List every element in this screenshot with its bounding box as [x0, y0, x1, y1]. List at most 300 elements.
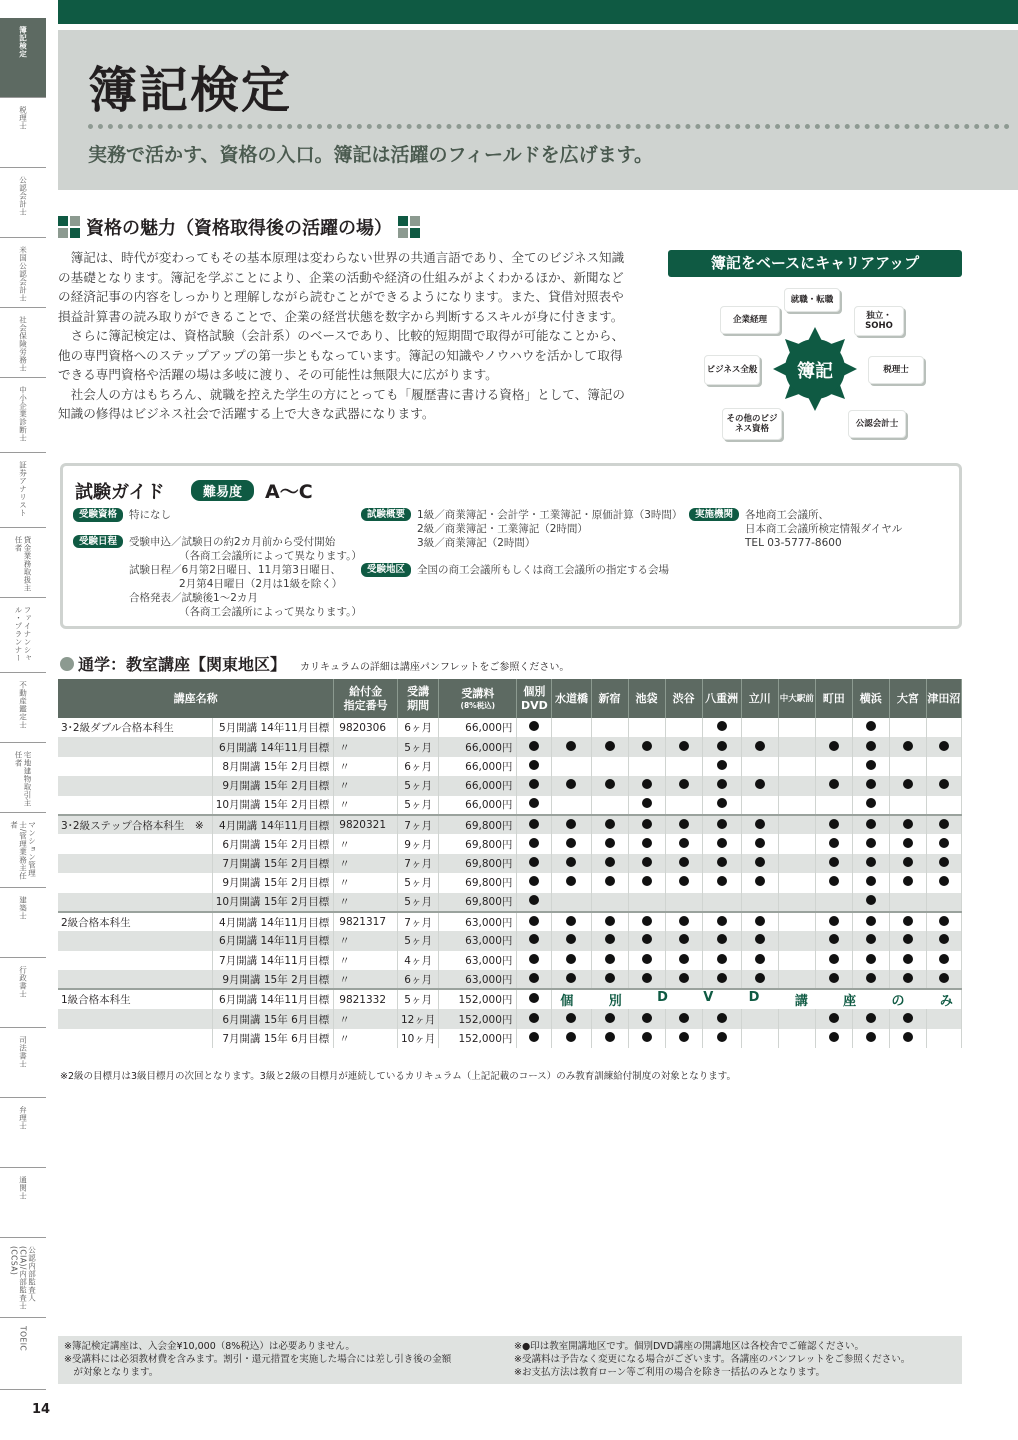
course-start-cell: 7月開講 15年 2月目標	[212, 854, 333, 873]
availability-cell	[665, 1009, 702, 1028]
table-row	[58, 718, 962, 737]
availability-dot	[903, 819, 913, 829]
availability-cell	[778, 796, 815, 815]
course-name-cell	[58, 1029, 212, 1048]
course-start-cell: 6月開講 14年11月目標	[212, 737, 333, 756]
square-bullet-icon	[398, 216, 420, 238]
side-tab[interactable]	[0, 168, 46, 238]
availability-dot	[866, 721, 876, 731]
availability-cell	[815, 854, 852, 873]
eligibility-tag: 受験資格	[73, 508, 123, 522]
table-row	[58, 834, 962, 853]
table-row	[58, 796, 962, 815]
course-fee-cell: 66,000円	[439, 776, 517, 795]
course-fee-cell: 63,000円	[439, 970, 517, 989]
note-line: ※受講料には必須教材費を含みます。割引・還元措置を実施した場合には差し引き後の金額	[64, 1354, 452, 1365]
availability-dot	[529, 916, 539, 926]
availability-dot	[717, 1032, 727, 1042]
availability-cell	[889, 912, 926, 931]
availability-cell	[741, 931, 778, 950]
course-name-cell	[58, 873, 212, 892]
course-name-cell: 1級合格本科生	[58, 989, 212, 1009]
side-tab[interactable]	[0, 888, 46, 958]
availability-dot	[903, 779, 913, 789]
course-code-cell: 〃	[334, 1029, 398, 1048]
availability-cell	[702, 834, 741, 853]
availability-cell	[852, 854, 889, 873]
availability-dot	[566, 876, 576, 886]
schedule-line: （各商工会議所によって異なります。）	[179, 606, 362, 618]
availability-dot	[605, 1013, 615, 1023]
availability-dot	[717, 779, 727, 789]
availability-cell	[628, 834, 665, 853]
availability-cell	[926, 834, 961, 853]
availability-cell	[552, 757, 591, 776]
availability-cell	[741, 796, 778, 815]
availability-dot	[679, 1032, 689, 1042]
course-code-cell: 〃	[334, 970, 398, 989]
area-block	[361, 563, 669, 577]
side-tab-label: 司法書士	[18, 1036, 28, 1068]
table-row	[58, 854, 962, 873]
side-tab[interactable]	[0, 673, 46, 743]
availability-dot	[829, 916, 839, 926]
availability-dot	[866, 1032, 876, 1042]
availability-dot	[829, 857, 839, 867]
course-code-cell: 9821317	[334, 912, 398, 931]
schedule-line: 受験申込／試験日の約2カ月前から受付開始	[129, 536, 336, 548]
availability-dot	[866, 760, 876, 770]
availability-cell	[702, 970, 741, 989]
difficulty-badge: 難易度	[191, 480, 254, 501]
overview-line: 3級／商業簿記（2時間）	[417, 537, 536, 549]
availability-cell	[926, 815, 961, 834]
side-tab-label: 公認内部監査人(CIA)/内部監査士(CCSA)	[9, 1246, 37, 1310]
availability-cell	[702, 718, 741, 737]
course-code-cell: 〃	[334, 757, 398, 776]
side-tab-label: TOEIC	[18, 1326, 28, 1352]
availability-cell	[702, 815, 741, 834]
course-period-cell: 7ヶ月	[398, 912, 439, 931]
availability-dot	[866, 954, 876, 964]
availability-cell	[702, 854, 741, 873]
course-period-cell: 6ヶ月	[398, 970, 439, 989]
availability-dot	[866, 973, 876, 983]
availability-dot	[903, 876, 913, 886]
availability-dot	[679, 819, 689, 829]
availability-dot	[829, 819, 839, 829]
availability-cell	[926, 912, 961, 931]
availability-cell	[889, 951, 926, 970]
availability-dot	[717, 741, 727, 751]
course-period-cell: 5ヶ月	[398, 873, 439, 892]
header-school: 八重洲	[702, 679, 741, 718]
side-tab[interactable]	[0, 1238, 46, 1318]
availability-dot	[605, 916, 615, 926]
availability-dot	[566, 973, 576, 983]
course-period-cell: 5ヶ月	[398, 796, 439, 815]
availability-dot	[717, 798, 727, 808]
availability-dot	[529, 779, 539, 789]
diagram-title: 簿記をベースにキャリアアップ	[668, 250, 962, 277]
availability-cell	[852, 776, 889, 795]
course-code-cell: 〃	[334, 1009, 398, 1028]
availability-cell	[517, 951, 552, 970]
side-tab[interactable]	[0, 743, 46, 813]
availability-dot	[529, 973, 539, 983]
availability-cell	[926, 854, 961, 873]
course-start-cell: 8月開講 15年 2月目標	[212, 757, 333, 776]
side-tab[interactable]	[0, 238, 46, 308]
course-code-cell: 9820321	[334, 815, 398, 834]
course-fee-cell: 152,000円	[439, 1029, 517, 1048]
table-row	[58, 912, 962, 931]
availability-cell	[517, 1029, 552, 1048]
availability-cell	[926, 1009, 961, 1028]
availability-dot	[866, 934, 876, 944]
course-start-cell: 10月開講 15年 2月目標	[212, 796, 333, 815]
availability-cell	[665, 757, 702, 776]
availability-cell	[628, 718, 665, 737]
availability-dot	[566, 838, 576, 848]
availability-cell	[552, 912, 591, 931]
availability-dot	[903, 916, 913, 926]
side-tab[interactable]	[0, 18, 46, 98]
course-code-cell: 〃	[334, 854, 398, 873]
exam-guide-box	[60, 463, 962, 629]
guide-title: 試験ガイド	[75, 482, 165, 503]
availability-cell	[665, 951, 702, 970]
availability-cell	[591, 854, 628, 873]
availability-dot	[679, 779, 689, 789]
header-fee-label: 受講料	[461, 686, 495, 700]
schedule-tag: 受験日程	[73, 535, 123, 548]
availability-dot	[717, 954, 727, 964]
page-subtitle: 実務で活かす、資格の入口。簿記は活躍のフィールドを広げます。	[88, 144, 654, 166]
schedule-block	[73, 535, 362, 619]
side-tab-label: ファイナンシャル・プランナー	[14, 606, 32, 662]
availability-cell	[591, 1009, 628, 1028]
availability-cell	[852, 1009, 889, 1028]
course-start-cell: 6月開講 15年 2月目標	[212, 834, 333, 853]
side-tab[interactable]	[0, 378, 46, 453]
availability-cell	[852, 1029, 889, 1048]
appeal-paragraph: さらに簿記検定は、資格試験（会計系）のベースであり、比較的短期間で取得が可能なことから、他の専門資格へのステップアップの第一歩ともなっています。簿記の知識やノウハウを活かして取得できる専門資格や活躍の場は多岐に渡り、その可能性は無限大に広がります。	[58, 328, 625, 382]
course-name-cell	[58, 757, 212, 776]
availability-cell	[628, 893, 665, 912]
availability-cell	[552, 796, 591, 815]
side-tab[interactable]	[0, 1028, 46, 1098]
availability-dot	[829, 876, 839, 886]
availability-cell	[552, 718, 591, 737]
node-tax-accountant: 税理士	[868, 356, 924, 384]
header-fee-note: (8%税込)	[460, 700, 496, 710]
side-tab[interactable]	[0, 1168, 46, 1238]
side-tab[interactable]	[0, 528, 46, 598]
availability-cell	[665, 854, 702, 873]
availability-dot	[939, 819, 949, 829]
course-code-cell: 9820306	[334, 718, 398, 737]
availability-cell	[815, 1029, 852, 1048]
availability-cell	[665, 893, 702, 912]
availability-cell	[815, 1009, 852, 1028]
availability-cell	[665, 718, 702, 737]
availability-dot	[866, 798, 876, 808]
side-tab-label: 弁理士	[18, 1106, 28, 1130]
bottom-notes	[58, 1336, 962, 1384]
side-tab-label: 中小企業診断士	[18, 386, 28, 442]
side-tab[interactable]	[0, 598, 46, 673]
course-start-cell: 7月開講 15年 6月目標	[212, 1029, 333, 1048]
header-school: 水道橋	[552, 679, 591, 718]
availability-cell	[517, 776, 552, 795]
availability-dot	[755, 741, 765, 751]
availability-cell	[591, 1029, 628, 1048]
availability-dot	[939, 973, 949, 983]
availability-cell	[815, 873, 852, 892]
availability-cell	[552, 737, 591, 756]
availability-cell	[702, 893, 741, 912]
availability-cell	[852, 951, 889, 970]
availability-cell	[517, 718, 552, 737]
course-period-cell: 6ヶ月	[398, 757, 439, 776]
availability-dot	[679, 876, 689, 886]
availability-cell	[591, 912, 628, 931]
course-fee-cell: 66,000円	[439, 796, 517, 815]
availability-dot	[642, 1032, 652, 1042]
availability-dot	[829, 1013, 839, 1023]
availability-cell	[741, 834, 778, 853]
side-tab-label: 社会保険労務士	[18, 316, 28, 372]
header-code-line: 指定番号	[343, 698, 388, 712]
availability-cell	[778, 776, 815, 795]
availability-dot	[755, 779, 765, 789]
availability-cell	[741, 737, 778, 756]
availability-cell	[778, 912, 815, 931]
side-tab-label: 行政書士	[18, 966, 28, 998]
availability-cell	[702, 1009, 741, 1028]
availability-dot	[866, 779, 876, 789]
availability-cell	[628, 815, 665, 834]
header-school: 大宮	[889, 679, 926, 718]
availability-cell	[628, 1009, 665, 1028]
availability-cell	[889, 737, 926, 756]
availability-dot	[866, 1013, 876, 1023]
page-number: 14	[32, 1402, 51, 1417]
availability-dot	[829, 934, 839, 944]
availability-cell	[702, 873, 741, 892]
availability-dot	[755, 934, 765, 944]
availability-cell	[741, 951, 778, 970]
availability-dot	[939, 741, 949, 751]
availability-cell	[889, 970, 926, 989]
availability-cell	[815, 796, 852, 815]
availability-cell	[778, 951, 815, 970]
course-start-cell: 5月開講 14年11月目標	[212, 718, 333, 737]
availability-dot	[866, 838, 876, 848]
availability-cell	[517, 815, 552, 834]
course-fee-cell: 63,000円	[439, 951, 517, 970]
availability-dot	[717, 819, 727, 829]
availability-dot	[642, 934, 652, 944]
availability-cell	[517, 893, 552, 912]
availability-dot	[566, 916, 576, 926]
availability-dot	[866, 916, 876, 926]
course-name-cell	[58, 737, 212, 756]
availability-dot	[679, 934, 689, 944]
availability-cell	[778, 873, 815, 892]
side-tab[interactable]	[0, 1318, 46, 1390]
availability-cell	[778, 854, 815, 873]
availability-cell	[591, 931, 628, 950]
availability-dot	[529, 798, 539, 808]
header-course-name: 講座名称	[58, 679, 334, 718]
header-school: 立川	[741, 679, 778, 718]
availability-cell	[702, 912, 741, 931]
availability-dot	[755, 857, 765, 867]
course-name-cell	[58, 931, 212, 950]
availability-cell	[926, 970, 961, 989]
availability-dot	[529, 760, 539, 770]
side-tab[interactable]	[0, 308, 46, 378]
square-bullet-icon	[58, 216, 80, 238]
availability-cell	[741, 718, 778, 737]
availability-cell	[702, 757, 741, 776]
availability-dot	[903, 973, 913, 983]
bottom-notes-left	[58, 1336, 508, 1384]
availability-dot	[829, 838, 839, 848]
course-heading-text: 通学：教室講座【関東地区】	[78, 655, 287, 674]
availability-dot	[529, 934, 539, 944]
dvd-only-text: 個 別 D V D 講 座 の み	[560, 990, 953, 1010]
availability-dot	[866, 876, 876, 886]
availability-cell	[552, 951, 591, 970]
header-fee	[439, 679, 517, 718]
header-school: 中大駅前	[778, 679, 815, 718]
header-school: 町田	[815, 679, 852, 718]
course-start-cell: 10月開講 15年 2月目標	[212, 893, 333, 912]
area-tag: 受験地区	[361, 563, 411, 577]
availability-cell	[815, 776, 852, 795]
availability-cell	[591, 796, 628, 815]
availability-dot	[939, 857, 949, 867]
course-code-cell: 〃	[334, 873, 398, 892]
availability-cell	[778, 893, 815, 912]
node-independent-soho: 独立・SOHO	[854, 306, 904, 336]
availability-cell	[778, 815, 815, 834]
availability-cell	[889, 1009, 926, 1028]
side-tab-label: 税理士	[18, 106, 28, 130]
schedule-line: 試験日程／6月第2日曜日、11月第3日曜日、	[129, 564, 341, 576]
availability-cell	[741, 1029, 778, 1048]
side-tab-label: 貸金業務取扱主任者	[14, 536, 32, 592]
org-line: 各地商工会議所、	[745, 509, 830, 521]
table-row	[58, 970, 962, 989]
availability-dot	[939, 954, 949, 964]
availability-cell	[852, 815, 889, 834]
availability-cell	[517, 931, 552, 950]
availability-cell	[517, 1009, 552, 1028]
availability-cell	[665, 737, 702, 756]
eligibility-block	[73, 508, 171, 522]
course-name-cell: 2級合格本科生	[58, 912, 212, 931]
course-fee-cell: 66,000円	[439, 757, 517, 776]
course-code-cell: 〃	[334, 796, 398, 815]
availability-cell	[741, 873, 778, 892]
availability-dot	[755, 838, 765, 848]
availability-cell	[591, 970, 628, 989]
availability-cell	[517, 737, 552, 756]
availability-cell	[628, 951, 665, 970]
dotted-divider	[88, 124, 1010, 129]
availability-cell	[778, 757, 815, 776]
availability-cell	[591, 834, 628, 853]
availability-cell	[702, 951, 741, 970]
header-code	[334, 679, 398, 718]
header-school: 新宿	[591, 679, 628, 718]
difficulty-value: A〜C	[265, 481, 313, 503]
availability-cell	[517, 970, 552, 989]
availability-cell	[552, 1009, 591, 1028]
header-dvd-line: DVD	[521, 698, 548, 712]
availability-cell	[852, 893, 889, 912]
course-start-cell: 6月開講 15年 6月目標	[212, 1009, 333, 1028]
appeal-heading-text: 資格の魅力（資格取得後の活躍の場）	[86, 218, 392, 239]
availability-cell	[889, 796, 926, 815]
table-row	[58, 873, 962, 892]
table-row	[58, 757, 962, 776]
course-period-cell: 7ヶ月	[398, 854, 439, 873]
availability-cell	[815, 815, 852, 834]
availability-cell	[552, 854, 591, 873]
side-tab[interactable]	[0, 1098, 46, 1168]
availability-cell	[778, 718, 815, 737]
availability-cell	[741, 776, 778, 795]
availability-cell	[517, 989, 552, 1009]
side-tab-label: 米国公認会計士	[18, 246, 28, 302]
course-code-cell: 〃	[334, 737, 398, 756]
course-fee-cell: 69,800円	[439, 815, 517, 834]
side-tab-label: 通関士	[18, 1176, 28, 1200]
side-tab[interactable]	[0, 453, 46, 528]
course-fee-cell: 69,800円	[439, 834, 517, 853]
side-tab[interactable]	[0, 958, 46, 1028]
availability-cell	[517, 854, 552, 873]
availability-dot	[642, 798, 652, 808]
note-line: ※お支払方法は教育ローン等ご利用の場合を除き一括払のみとなります。	[514, 1367, 826, 1378]
availability-dot	[717, 934, 727, 944]
course-period-cell: 9ヶ月	[398, 834, 439, 853]
course-fee-cell: 152,000円	[439, 989, 517, 1009]
availability-cell	[665, 931, 702, 950]
availability-cell	[628, 796, 665, 815]
availability-dot	[755, 916, 765, 926]
availability-dot	[679, 857, 689, 867]
side-tab-label: 簿記検定	[18, 26, 28, 58]
table-row	[58, 776, 962, 795]
page-title: 簿記検定	[88, 62, 293, 119]
side-tab-label: 建築士	[18, 896, 28, 920]
header-code-line: 給付金	[349, 684, 383, 698]
availability-cell	[665, 912, 702, 931]
availability-dot	[903, 1013, 913, 1023]
availability-dot	[566, 954, 576, 964]
side-tab[interactable]	[0, 98, 46, 168]
availability-cell	[778, 1029, 815, 1048]
course-name-cell	[58, 776, 212, 795]
side-tab[interactable]	[0, 813, 46, 888]
availability-dot	[717, 1013, 727, 1023]
